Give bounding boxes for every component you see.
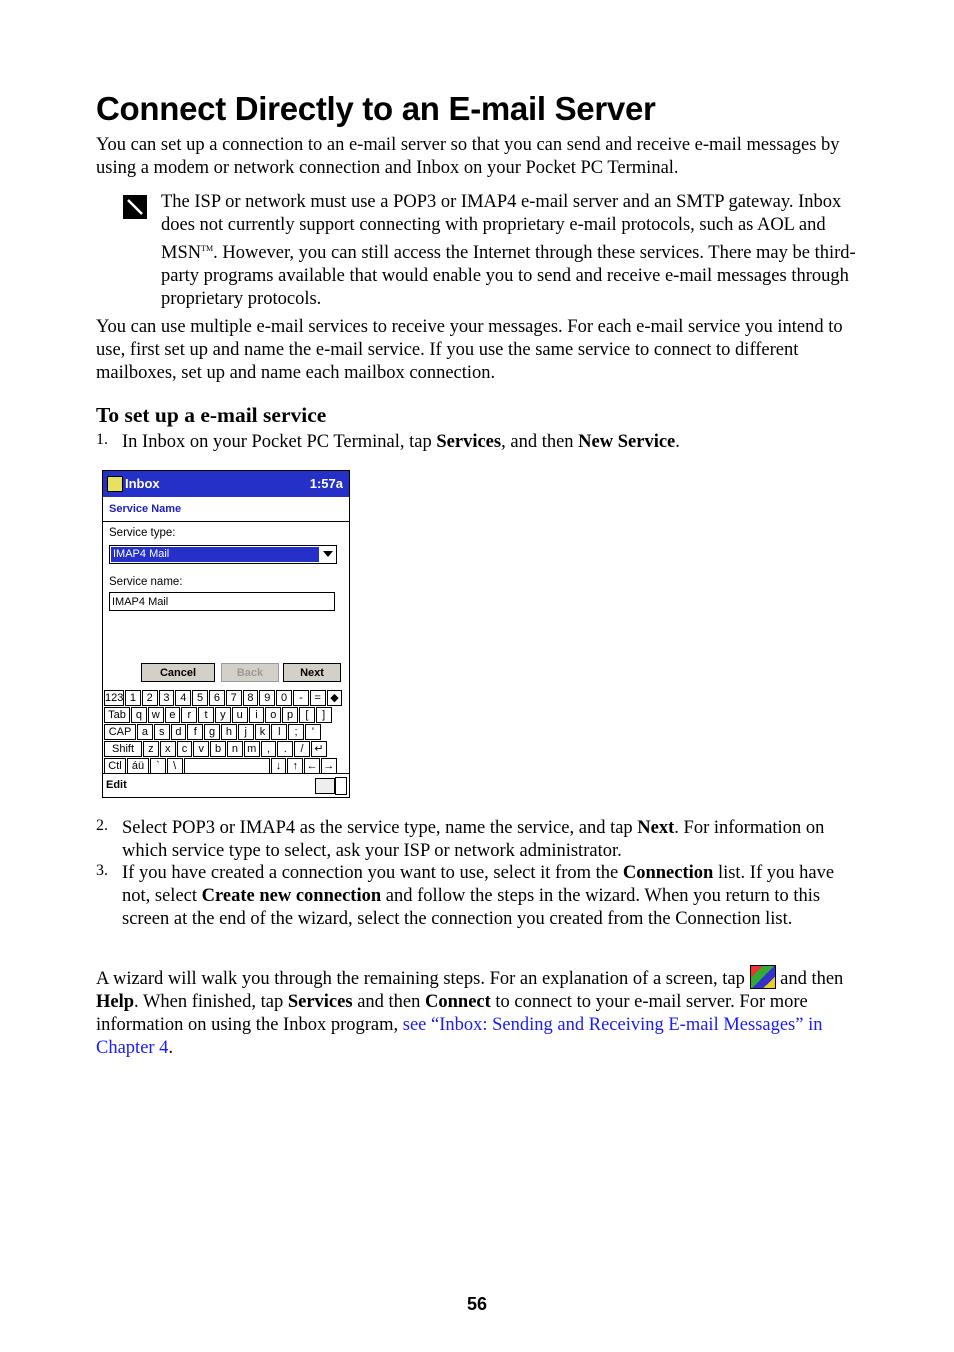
key[interactable]: z [143, 741, 159, 757]
key[interactable]: 0 [276, 690, 292, 706]
key[interactable]: t [198, 707, 214, 723]
key[interactable]: l [271, 724, 287, 740]
key[interactable]: p [282, 707, 298, 723]
key[interactable]: 4 [175, 690, 191, 706]
key[interactable]: - [293, 690, 309, 706]
key[interactable]: Ctl [104, 758, 126, 774]
key[interactable]: 9 [259, 690, 275, 706]
cancel-button[interactable]: Cancel [141, 663, 215, 682]
key[interactable]: ' [305, 724, 321, 740]
inbox-app-icon [107, 476, 123, 492]
key[interactable]: a [137, 724, 153, 740]
next-button[interactable]: Next [283, 663, 341, 682]
edit-menu[interactable]: Edit [106, 779, 127, 791]
key[interactable]: ; [288, 724, 304, 740]
keyboard-icon[interactable] [315, 778, 335, 794]
pocket-pc-screenshot [102, 470, 350, 798]
key[interactable]: d [171, 724, 187, 740]
key[interactable]: y [215, 707, 231, 723]
key[interactable]: 7 [226, 690, 242, 706]
key[interactable]: u [232, 707, 248, 723]
key[interactable]: x [160, 741, 176, 757]
clock: 1:57a [309, 476, 343, 491]
key[interactable]: \ [167, 758, 183, 774]
key[interactable]: . [277, 741, 293, 757]
key[interactable]: e [165, 707, 181, 723]
key[interactable]: , [261, 741, 277, 757]
key[interactable]: h [221, 724, 237, 740]
key[interactable]: 6 [209, 690, 225, 706]
key[interactable]: 2 [142, 690, 158, 706]
service-type-label: Service type: [109, 527, 176, 539]
page-title: Connect Directly to an E-mail Server [96, 90, 656, 127]
wizard-paragraph: A wizard will walk you through the remaining steps. For an explanation of a screen, tap and then Help. When finished, tap Services and then Connect to connect to your e-mail server. For more information on using the Inbox program, see “Inbox: Sending and Receiving E-mail Messages” in Chapter 4. [96, 965, 866, 1060]
app-name: Inbox [125, 476, 160, 491]
key[interactable]: ↵ [311, 741, 327, 757]
key[interactable]: q [131, 707, 147, 723]
divider [103, 521, 349, 522]
key[interactable] [184, 758, 270, 774]
key[interactable]: f [187, 724, 203, 740]
key[interactable]: 123 [105, 692, 124, 704]
key[interactable]: ← [304, 758, 320, 774]
service-type-dropdown[interactable]: IMAP4 Mail [109, 545, 337, 564]
key[interactable]: 8 [243, 690, 259, 706]
key[interactable]: [ [299, 707, 315, 723]
back-button[interactable]: Back [221, 663, 279, 682]
key[interactable]: b [210, 741, 226, 757]
key[interactable]: g [204, 724, 220, 740]
key[interactable]: = [310, 690, 326, 706]
soft-keyboard [103, 690, 349, 772]
key[interactable]: ` [150, 758, 166, 774]
service-name-label: Service name: [109, 576, 183, 588]
key[interactable]: / [294, 741, 310, 757]
key[interactable]: c [177, 741, 193, 757]
title-bar [103, 471, 349, 497]
chapter-4-link[interactable]: see “Inbox: Sending and Receiving E-mail Messages” in Chapter 4 [96, 1015, 823, 1058]
section-heading: Service Name [109, 503, 182, 515]
note-pen-icon [123, 195, 147, 219]
note-paragraph: The ISP or network must use a POP3 or IMAP4 e-mail server and an SMTP gateway. Inbox does not currently support connecting with proprietary e-mail protocols, such as AOL and MSN™. However, you can still access the Internet through these services. There may be third-party programs available that would enable you to send and receive e-mail messages through proprietary protocols. [161, 192, 856, 310]
key[interactable]: CAP [104, 724, 136, 740]
key[interactable]: k [255, 724, 271, 740]
service-name-input[interactable]: IMAP4 Mail [109, 592, 335, 611]
key[interactable]: Tab [104, 707, 130, 723]
key[interactable]: o [265, 707, 281, 723]
key[interactable]: ] [316, 707, 332, 723]
key[interactable]: → [321, 758, 337, 774]
key[interactable]: Shift [104, 741, 142, 757]
start-menu-icon [750, 965, 776, 989]
key[interactable]: r [181, 707, 197, 723]
page-number: 56 [466, 1294, 488, 1314]
menu-bar [103, 773, 349, 798]
key[interactable]: m [244, 741, 260, 757]
key[interactable]: 5 [192, 690, 208, 706]
key[interactable]: ◆ [327, 690, 343, 706]
key[interactable]: áü [127, 758, 149, 774]
key[interactable]: n [227, 741, 243, 757]
key[interactable]: 1 [125, 690, 141, 706]
input-selector-arrow[interactable] [335, 777, 347, 795]
intro-paragraph: You can set up a connection to an e-mail server so that you can send and receive e-mail messages by using a modem or network connection and Inbox on your Pocket PC Terminal. [96, 135, 840, 178]
chevron-down-icon [323, 551, 333, 557]
key[interactable]: ↑ [287, 758, 303, 774]
multiple-services-paragraph: You can use multiple e-mail services to receive your messages. For each e-mail service you intend to use, first set up and name the e-mail service. If you use the same service to connect to different mailboxes, set up and name each mailbox connection. [96, 317, 843, 383]
key[interactable]: w [148, 707, 164, 723]
key[interactable]: i [249, 707, 265, 723]
key[interactable]: j [238, 724, 254, 740]
key[interactable]: 3 [159, 690, 175, 706]
key[interactable]: v [193, 741, 209, 757]
key[interactable]: ↓ [271, 758, 287, 774]
key[interactable]: s [154, 724, 170, 740]
subheading: To set up a e-mail service [96, 403, 327, 427]
